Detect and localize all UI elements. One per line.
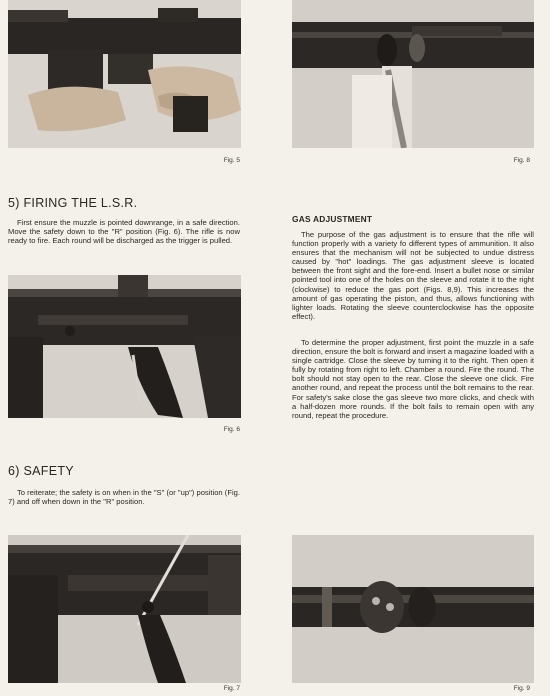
- figure-9-caption: Fig. 9: [513, 685, 530, 692]
- section-5-heading: 5) FIRING THE L.S.R.: [8, 196, 138, 210]
- figure-6-caption: Fig. 6: [223, 426, 240, 433]
- figure-5-photo: [8, 0, 241, 148]
- gas-adjustment-text-1: The purpose of the gas adjustment is to ensure that the rifle will function properly with a variety fo different types of ammunition. It also ensures that the mechanism will not be subjected to undue distress caused by "hot" loadings. The gas adjustment sleeve is located between the front sight and the fore-end. Insert a bullet nose or similar pointed tool into one of the holes on the sleeve and rotate it to the right (clockwise) to reduce the gas port (Figs. 8,9). This increases the amount of gas operating the piston, and thus, allows functioning with lighter loads. Rotating the sleeve counterclockwise has the opposite effect).: [292, 230, 534, 321]
- figure-9-photo: [292, 535, 534, 683]
- section-6-heading: 6) SAFETY: [8, 464, 74, 478]
- figure-8-photo: [292, 0, 534, 148]
- figure-6-photo: [8, 275, 241, 418]
- section-6-text: To reiterate; the safety is on when in the "S" (or "up") position (Fig. 7) and off when down in the "R" position.: [8, 488, 240, 507]
- section-5-text: First ensure the muzzle is pointed downrange, in a safe direction. Move the safety down to the "R" position (Fig. 6). The rifle is now ready to fire. Each round will be discharged as the trigger is pulled.: [8, 218, 240, 246]
- gas-adjustment-heading: GAS ADJUSTMENT: [292, 214, 373, 224]
- figure-7-caption: Fig. 7: [223, 685, 240, 692]
- gas-adjustment-text-2: To determine the proper adjustment, first point the muzzle in a safe direction, ensure the bolt is forward and insert a magazine loaded with a single cartridge. Close the sleeve by turning it to the right. Then open it fully by rotating from right to left. Chamber a round. Fire the round. The bolt should not stay open to the rear. Close the sleeve one click. Fire another round, and repeat the process until the bolt remains to the rear. For safety's sake close the gas sleeve two more clicks, and check with a half-dozen more rounds. If the bolt fails to remain open with any round, repeat the procedure.: [292, 338, 534, 420]
- figure-8-caption: Fig. 8: [513, 157, 530, 164]
- figure-7-photo: [8, 535, 241, 683]
- figure-5-caption: Fig. 5: [223, 157, 240, 164]
